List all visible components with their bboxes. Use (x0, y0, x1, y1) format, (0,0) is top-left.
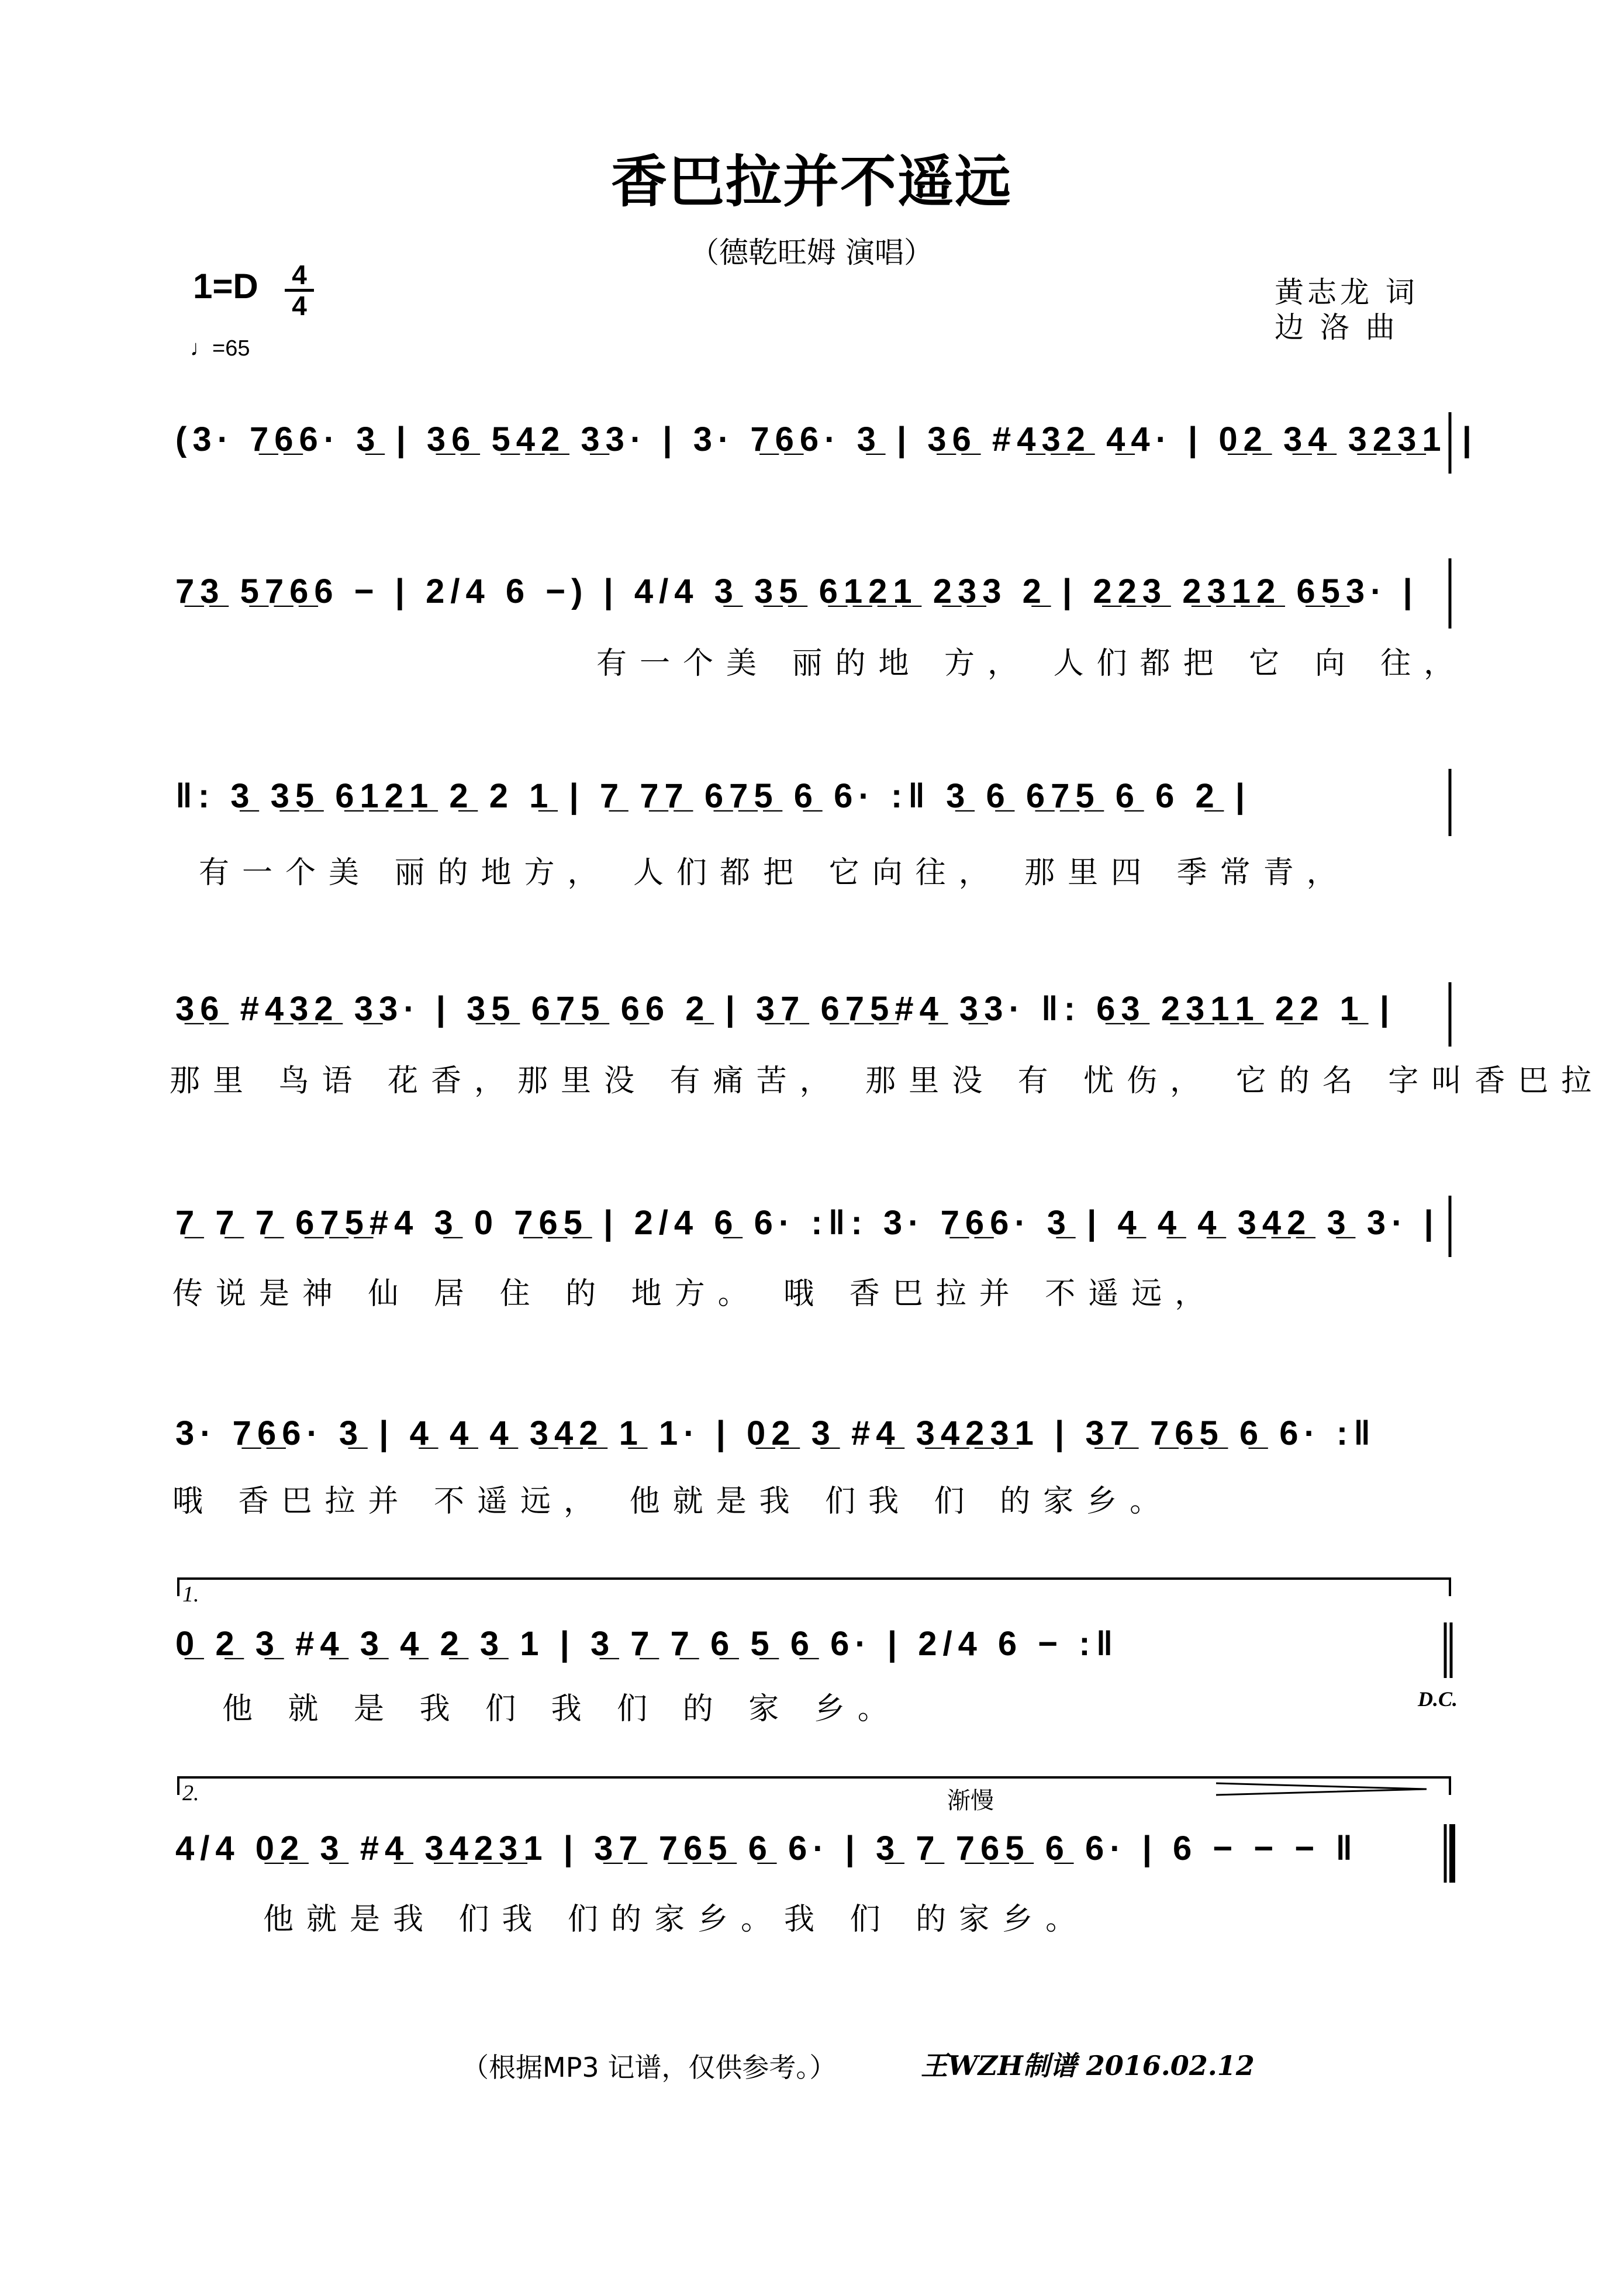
performer-subtitle: （德乾旺姆 演唱） (690, 236, 933, 270)
score-line-2: 7̲3̲ 5̲7̲6̲6 − | 2/4 6 −) | 4/4 3̲ 3̲5̲ 6̲1̲2̲1̲ 2̲3̲3 2̲ | 2̲2̲3̲ 2̲3̲1̲2̲ 6̲5̲3· | (175, 572, 1418, 610)
volta-1-bracket (178, 1579, 1450, 1596)
ritardando-marking: 渐慢 (947, 1787, 994, 1814)
lyrics-line-2: 有一个美 丽的地 方， 人们都把 它 向 往， (596, 646, 1467, 681)
time-signature-top: 4 (292, 260, 307, 290)
score-line-4: 3̲6̲ #4̲3̲2̲ 3̲3· | 3̲5̲ 6̲7̲5̲ 6̲6 2̲ | 3̲7̲ 6̲7̲5̲#4̲ 3̲3· ‖: 6̲3̲ 2̲3̲1̲1̲ 2̲2 1̲ | (175, 990, 1396, 1028)
lyrics-line-5: 传说是神 仙 居 住 的 地方。 哦 香巴拉并 不遥远， (172, 1276, 1218, 1311)
volta-2-label: 2. (182, 1781, 199, 1805)
lyricist: 黄志龙 词 (1275, 275, 1418, 309)
lyrics-line-8: 他就是我 们我 们的家乡。我 们 的家乡。 (263, 1902, 1089, 1937)
score-line-6: 3· 7̲6̲6· 3̲ | 4̲ 4̲ 4̲ 3̲4̲2̲ 1̲ 1· | 0̲2̲ 3̲ #4̲ 3̲4̲2̲3̲1 | 3̲7̲ 7̲6̲5̲ 6̲ 6· :‖ (175, 1414, 1377, 1452)
score-line-3: ‖: 3̲ 3̲5̲ 6̲1̲2̲1̲ 2̲ 2 1̲ | 7̲ 7̲7̲ 6̲7̲5̲ 6̲ 6· :‖ 3̲ 6̲ 6̲7̲5̲ 6̲ 6 2̲ | (175, 777, 1251, 815)
lyrics-line-3: 有一个美 丽的地方， 人们都把 它向往， 那里四 季常青， (199, 855, 1350, 890)
composer: 边 洛 曲 (1275, 310, 1398, 344)
score-line-1: (3· 7̲6̲6· 3̲ | 3̲6̲ 5̲4̲2̲ 3̲3· | 3· 7̲6̲6· 3̲ | 3̲6̲ #4̲3̲2̲ 4̲4· | 0̲2̲ 3̲4̲ 3̲2̲3̲1 | (175, 420, 1477, 458)
volta-2-bracket (178, 1777, 1450, 1795)
score-line-7: 0̲ 2̲ 3̲ #4̲ 3̲ 4̲ 2̲ 3̲ 1 | 3̲ 7̲ 7̲ 6̲ 5̲ 6̲ 6· | 2/4 6 − :‖ (175, 1625, 1119, 1663)
song-title: 香巴拉并不遥远 (611, 149, 1012, 215)
tempo-marking: ♩=65 (190, 336, 250, 361)
transcriber-signature: 王WZH制谱 2016.02.12 (921, 2050, 1255, 2081)
line-end-barlines (1445, 412, 1452, 1883)
time-signature-bottom: 4 (292, 291, 307, 321)
volta-1-label: 1. (182, 1582, 199, 1607)
key-signature: 1=D (193, 267, 258, 306)
lyrics-line-6: 哦 香巴拉并 不遥远， 他就是我 们我 们 的家乡。 (172, 1484, 1173, 1519)
lyrics-line-7: 他 就 是 我 们 我 们 的 家 乡。 (222, 1691, 901, 1727)
score-line-8: 4/4 0̲2̲ 3̲ #4̲ 3̲4̲2̲3̲1 | 3̲7̲ 7̲6̲5̲ 6̲ 6· | 3̲ 7̲ 7̲6̲5̲ 6̲ 6· | 6 − − − ‖ (175, 1829, 1359, 1867)
footer-note: （根据MP3 记谱，仅供参考。） (462, 2052, 837, 2083)
decrescendo-hairpin (1216, 1783, 1427, 1795)
score-line-5: 7̲ 7̲ 7̲ 6̲7̲5̲#4 3̲ 0 7̲6̲5̲ | 2/4 6̲ 6· :‖: 3· 7̲6̲6· 3̲ | 4̲ 4̲ 4̲ 3̲4̲2̲ 3̲ 3· | (175, 1204, 1439, 1242)
dc-marking: D.C. (1418, 1687, 1458, 1711)
lyrics-line-4: 那里 鸟语 花香，那里没 有痛苦， 那里没 有 忧伤， 它的名 字叫香巴拉 (170, 1064, 1605, 1099)
